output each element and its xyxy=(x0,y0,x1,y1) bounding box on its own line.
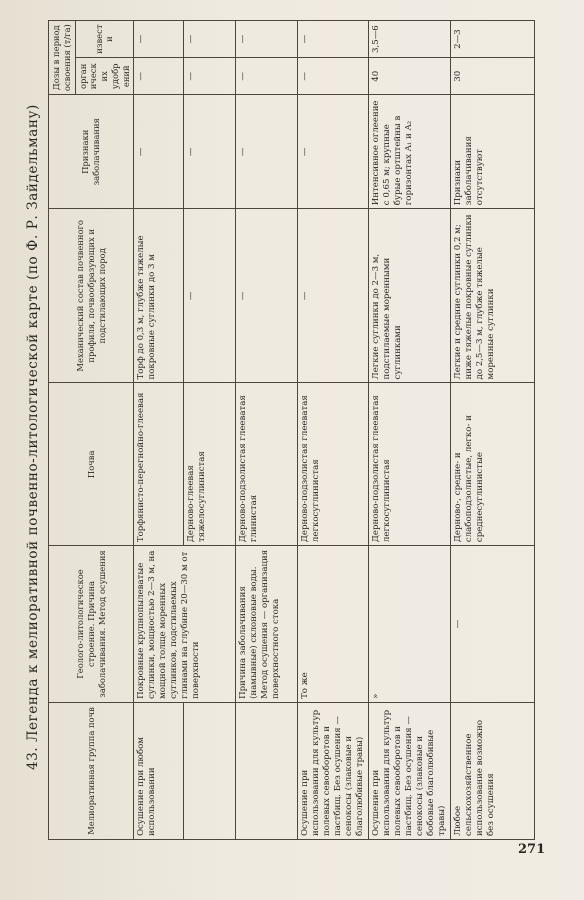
table-row xyxy=(236,21,298,840)
rotated-table-sheet xyxy=(18,20,558,840)
cell-lime: 2—3 xyxy=(451,21,535,58)
cell-group xyxy=(184,702,236,839)
header-group: Мелиоративная группа почв xyxy=(49,702,134,839)
cell-signs: Интенсивное оглеение с 0,65 м; крупные бурые ортштейны в горизонтах A₁ и A₂ xyxy=(369,95,451,209)
cell-group: Осушение при любом использовании xyxy=(134,702,184,839)
cell-mechanical: — xyxy=(184,209,236,383)
cell-signs: — xyxy=(236,95,298,209)
cell-lime: — xyxy=(134,21,184,58)
cell-group: Осушение при использовании для культур полевых севооборотов и пастбищ. Без осушения — сенокосы (злаковые и бобовые благолюбивые травы) xyxy=(369,702,451,839)
cell-organic: 40 xyxy=(369,58,451,95)
cell-signs: — xyxy=(184,95,236,209)
table-row xyxy=(451,21,535,840)
cell-mechanical: Торф до 0,3 м, глубже тяжелые покровные суглинки до 3 м xyxy=(134,209,184,383)
cell-mechanical: — xyxy=(298,209,369,383)
cell-soil: Дерново-подзолистая глееватая легкосуглинистая xyxy=(369,383,451,546)
cell-signs: — xyxy=(134,95,184,209)
header-organic: органических удобрений xyxy=(75,58,134,95)
cell-mechanical: Легкие суглинки до 2—3 м, подстилаемые моренными суглинками xyxy=(369,209,451,383)
header-signs: Признаки заболачивания xyxy=(49,95,134,209)
header-soil: Почва xyxy=(49,383,134,546)
header-row xyxy=(49,21,76,840)
table-row xyxy=(134,21,184,840)
cell-soil: Дерново-подзолистая глееватая глинистая xyxy=(236,383,298,546)
header-geology: Геолого-литологическое строение. Причина заболачивания. Метод осушения xyxy=(49,546,134,703)
cell-organic: — xyxy=(298,58,369,95)
cell-soil: Дерново-, средне- и слабоподзолистые, легко- и среднесуглинистые xyxy=(451,383,535,546)
cell-lime: — xyxy=(236,21,298,58)
page-number: 271 xyxy=(518,842,546,857)
cell-soil: Торфянисто-перегнойно-глеевая xyxy=(134,383,184,546)
cell-soil: Дерново-глеевая тяжелосуглинистая xyxy=(184,383,236,546)
table-row xyxy=(184,21,236,840)
table-caption: 43. Легенда к мелиоративной почвенно-литологической карте (по Ф. Р. Зайдельману) xyxy=(25,104,41,770)
cell-geology: Покровные крупнопылеватые суглинки, мощностью 2—3 м, на мощной толще моренных суглинков, подстилаемых глинами на глубине 20—30 м от поверхности xyxy=(134,546,236,703)
cell-geology: » xyxy=(369,546,451,703)
cell-group: Осушение при использовании для культур полевых севооборотов и пастбищ. Без осушения — сенокосы (злаковые и благолюбивые травы) xyxy=(298,702,369,839)
cell-geology: То же xyxy=(298,546,369,703)
legend-table xyxy=(48,20,535,840)
cell-lime: — xyxy=(184,21,236,58)
cell-lime: — xyxy=(298,21,369,58)
table-row xyxy=(369,21,451,840)
cell-signs: Признаки заболачивания отсутствуют xyxy=(451,95,535,209)
table-row xyxy=(298,21,369,840)
header-lime: извести xyxy=(75,21,134,58)
cell-geology: — xyxy=(451,546,535,703)
cell-geology: Причина заболачивания (намывные) склоновые воды. Метод осушения — организация поверхностного стока xyxy=(236,546,298,703)
header-doses: Дозы в период освоения (т/га) xyxy=(49,21,76,95)
header-mechanical: Механический состав почвенного профиля, почвообразующих и подстилающих пород xyxy=(49,209,134,383)
cell-group: Любое сельскохозяйственное использование возможно без осушения xyxy=(451,702,535,839)
cell-mechanical: Легкие и средние суглинки 0,2 м; ниже тяжелые покровные суглинки до 2,5—3 м, глубже тяжелые моренные суглинки xyxy=(451,209,535,383)
cell-organic: — xyxy=(134,58,184,95)
cell-organic: — xyxy=(236,58,298,95)
cell-soil: Дерново-подзолистая глееватая легкосуглинистая xyxy=(298,383,369,546)
cell-organic: — xyxy=(184,58,236,95)
cell-organic: 30 xyxy=(451,58,535,95)
cell-mechanical: — xyxy=(236,209,298,383)
cell-lime: 3,5—6 xyxy=(369,21,451,58)
cell-group xyxy=(236,702,298,839)
cell-signs: — xyxy=(298,95,369,209)
